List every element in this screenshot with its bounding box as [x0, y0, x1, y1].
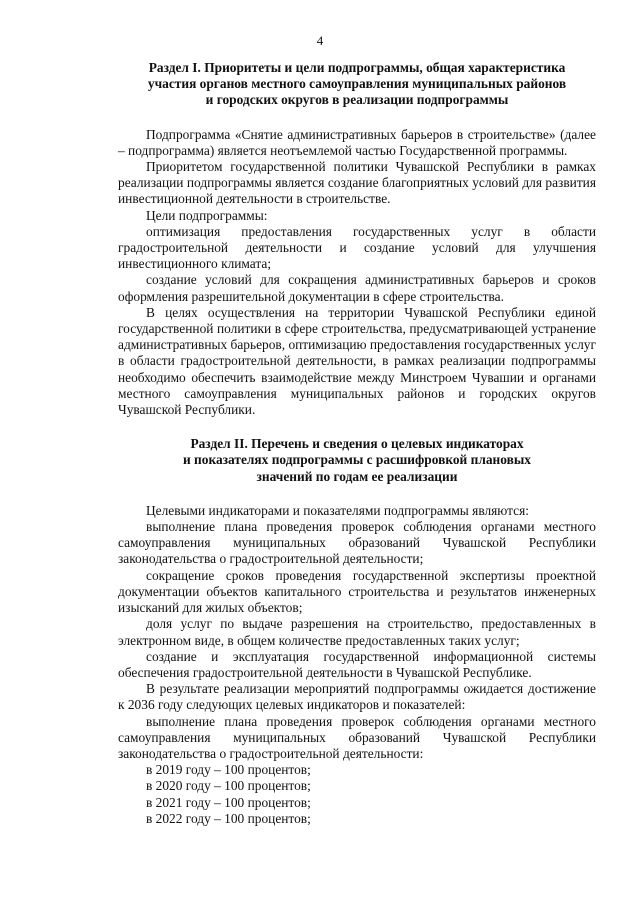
section1-heading-line: Раздел I. Приоритеты и цели подпрограммы, общая характеристика: [148, 60, 566, 75]
section2-heading-line: Раздел II. Перечень и сведения о целевых индикаторах: [190, 436, 524, 452]
paragraph: выполнение плана проведения проверок соблюдения органами местного самоуправления муниципальных образований Чувашской Республики законодательства о градостроительной деятельности;: [118, 519, 596, 567]
section2-heading-line: значений по годам ее реализации: [256, 468, 458, 484]
paragraph: Целевыми индикаторами и показателями подпрограммы являются:: [146, 502, 529, 518]
section1-heading: [118, 60, 596, 109]
paragraph: создание и эксплуатация государственной информационной системы обеспечения градостроительной деятельности в Чувашской Республике.: [118, 648, 596, 680]
paragraph: В результате реализации мероприятий подпрограммы ожидается достижение к 2036 году следующих целевых индикаторов и показателей:: [118, 681, 596, 713]
year-value-item: в 2021 году – 100 процентов;: [146, 794, 311, 810]
paragraph: выполнение плана проведения проверок соблюдения органами местного самоуправления муниципальных образований Чувашской Республики законодательства о градостроительной деятельности:: [118, 713, 596, 761]
paragraph: Цели подпрограммы:: [146, 207, 268, 223]
paragraph: В целях осуществления на территории Чувашской Республики единой государственной политики в сфере строительства, предусматривающей устранение административных барьеров, оптимизацию предоставления государственных услуг в области градостроительной деятельности, в рамках реализации подпрограммы необходимо обеспечить взаимодействие между Минстроем Чувашии и органами местного самоуправления муниципальных районов и городских округов Чувашской Республики.: [118, 304, 596, 418]
section2-heading-line: и показателях подпрограммы с расшифровкой плановых: [182, 452, 532, 468]
paragraph: создание условий для сокращения административных барьеров и сроков оформления разрешительной документации в сфере строительства.: [118, 272, 596, 304]
paragraph: оптимизация предоставления государственных услуг в области градостроительной деятельности и создание условий для улучшения инвестиционного климата;: [118, 223, 596, 272]
paragraph: сокращение сроков проведения государственной экспертизы проектной документации объектов капитального строительства и результатов инженерных изысканий для жилых объектов;: [118, 567, 596, 616]
section1-heading-line: и городских округов в реализации подпрограммы: [205, 92, 509, 108]
year-value-item: в 2020 году – 100 процентов;: [146, 778, 311, 794]
year-value-item: в 2019 году – 100 процентов;: [146, 762, 311, 778]
paragraph: доля услуг по выдаче разрешения на строительство, предоставленных в электронном виде, в общем количестве предоставленных таких услуг;: [118, 616, 596, 648]
paragraph: Подпрограмма «Снятие административных барьеров в строительстве» (далее – подпрограмма) является неотъемлемой частью Государственной программы.: [118, 126, 596, 158]
year-value-item: в 2022 году – 100 процентов;: [146, 810, 311, 826]
paragraph: Приоритетом государственной политики Чувашской Республики в рамках реализации подпрограммы является создание благоприятных условий для развития инвестиционной деятельности в строительстве.: [118, 159, 596, 207]
document-body: [118, 60, 596, 827]
section2-heading: [118, 436, 596, 485]
section1-heading-line: участия органов местного самоуправления муниципальных районов: [147, 76, 567, 92]
page-number: 4: [316, 33, 324, 48]
